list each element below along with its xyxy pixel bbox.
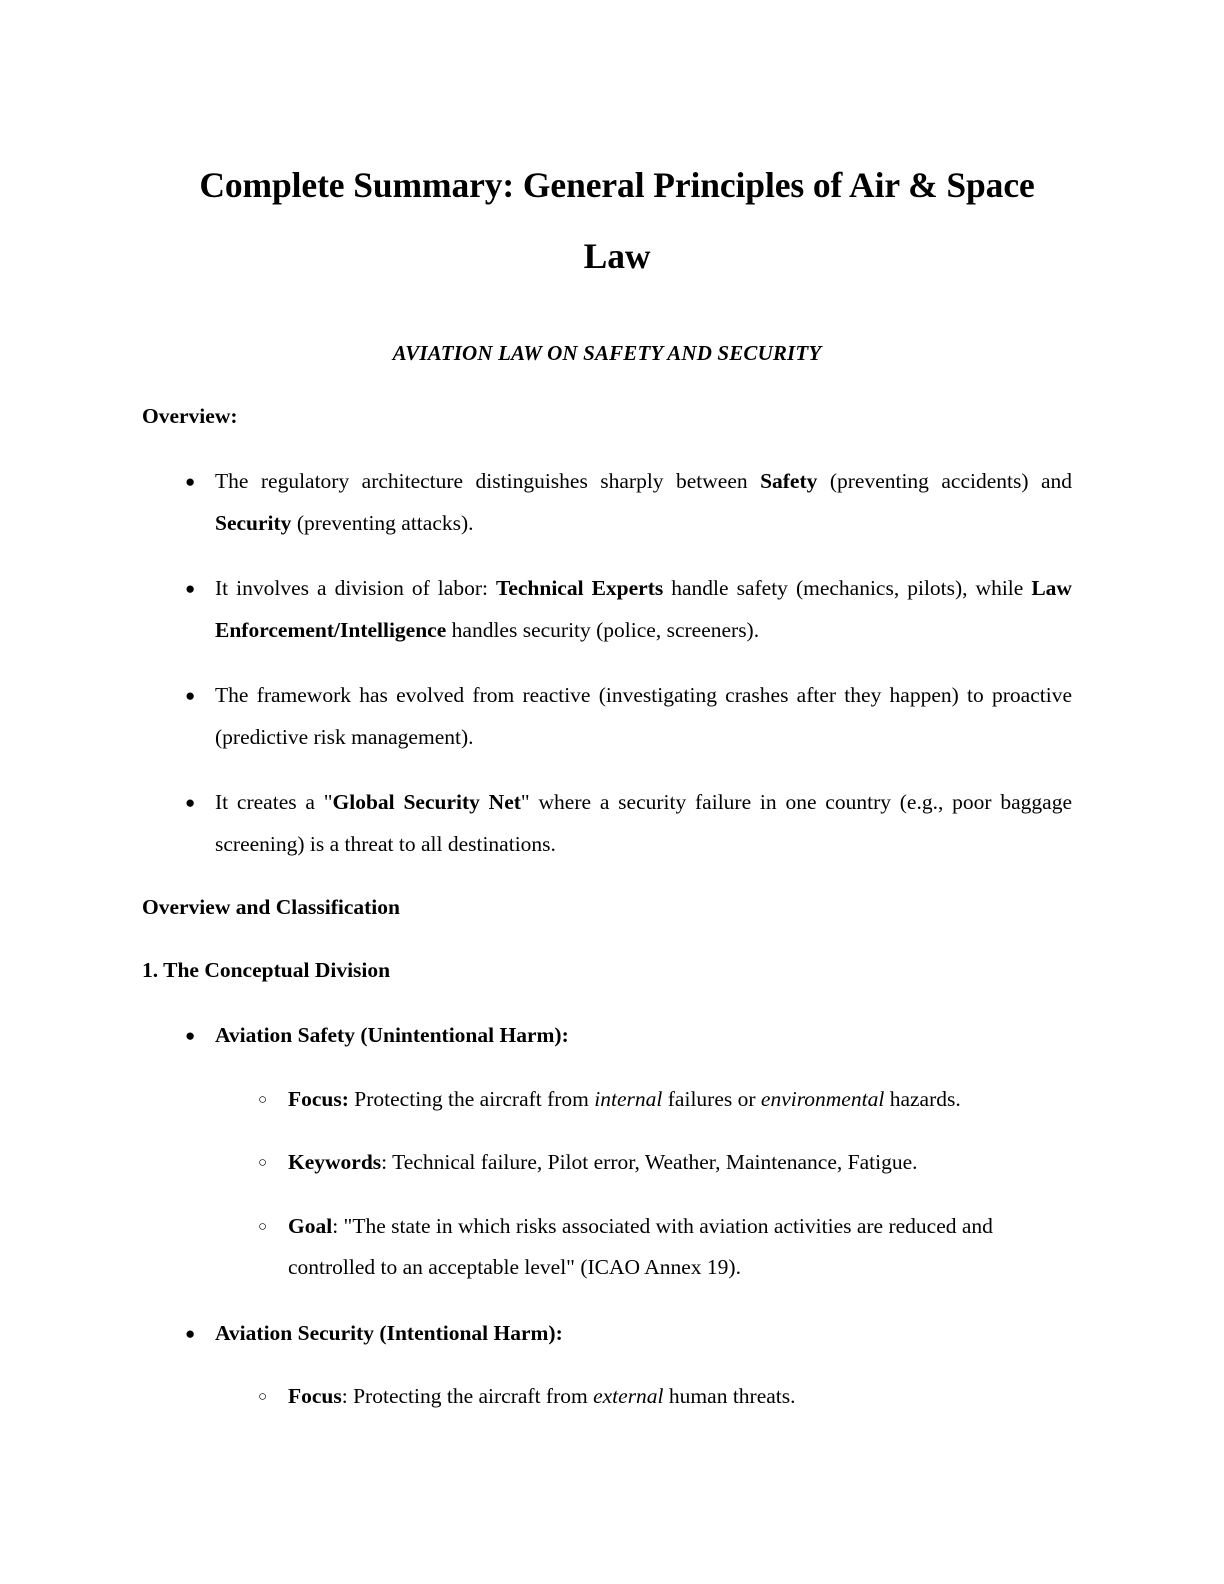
sub-list-item <box>215 1376 1072 1418</box>
bullet-hollow-icon: ○ <box>258 1155 268 1171</box>
text-run: failures or <box>662 1086 761 1111</box>
sub-list-item-text <box>288 1384 796 1408</box>
text-run: hazards. <box>884 1086 961 1111</box>
list-item-text <box>215 1321 563 1345</box>
list-item <box>142 675 1072 758</box>
bold-text-run: Keywords <box>288 1150 382 1174</box>
sub-list-item-text <box>288 1087 961 1111</box>
section-heading: Overview and Classification <box>142 895 400 919</box>
text-run: human threats. <box>663 1384 796 1408</box>
bold-text-run: Focus: <box>288 1086 349 1111</box>
page-title: Complete Summary: General Principles of Air & Space Law <box>199 165 1035 276</box>
text-run: The regulatory architecture distinguishes sharply between <box>215 469 761 493</box>
bold-text-run: Safety <box>760 469 818 493</box>
bold-text-run: Technical Experts <box>495 576 664 600</box>
sub-list-item <box>215 1206 1072 1289</box>
list-item-text <box>215 576 1072 642</box>
sub-bullet-list <box>215 1079 1072 1289</box>
bullet-list <box>142 461 1072 865</box>
bullet-hollow-icon: ○ <box>258 1389 268 1405</box>
sub-list-item-text <box>288 1214 993 1280</box>
text-run: : "The state in which risks associated with aviation activities are reduced and controlled to an acceptable level" (ICAO Annex 19). <box>288 1213 993 1279</box>
bullet-hollow-icon: ○ <box>258 1218 268 1235</box>
text-run: : Protecting the aircraft from <box>341 1384 594 1408</box>
list-item <box>142 1313 1072 1418</box>
section-heading: Overview: <box>142 404 238 428</box>
bold-text-run: Focus <box>288 1384 342 1408</box>
document-subtitle: AVIATION LAW ON SAFETY AND SECURITY <box>392 341 822 365</box>
bullet-filled-icon: ● <box>185 686 196 705</box>
text-run: handles security (police, screeners). <box>446 617 760 642</box>
list-item-text <box>215 790 1072 856</box>
text-run: (preventing attacks). <box>291 510 474 535</box>
bold-text-run: Aviation Safety (Unintentional Harm): <box>215 1023 569 1047</box>
text-run: The framework has evolved from reactive (investigating crashes after they happen) to proactive (predictive risk management). <box>215 683 1072 749</box>
list-item-text <box>215 1023 569 1047</box>
bold-text-run: Goal <box>288 1213 333 1238</box>
text-run: It creates a " <box>215 790 333 814</box>
bullet-filled-icon: ● <box>185 1323 196 1343</box>
list-item <box>142 782 1072 865</box>
italic-text-run: external <box>593 1384 664 1408</box>
sub-list-item <box>215 1142 1072 1184</box>
text-run: Protecting the aircraft from <box>348 1086 595 1111</box>
list-item <box>142 568 1072 651</box>
italic-text-run: environmental <box>760 1086 885 1111</box>
list-item-text <box>215 683 1072 749</box>
bullet-filled-icon: ● <box>185 472 196 491</box>
bullet-list <box>142 1015 1072 1418</box>
list-item <box>142 1015 1072 1289</box>
bullet-filled-icon: ● <box>185 579 196 598</box>
list-item-text <box>215 469 1072 535</box>
bold-text-run: Global Security Net <box>332 790 521 814</box>
text-run: (preventing accidents) and <box>817 469 1072 493</box>
sub-list-item <box>215 1079 1072 1121</box>
bold-text-run: Aviation Security (Intentional Harm): <box>215 1320 563 1345</box>
list-item <box>142 461 1072 544</box>
text-run: It involves a division of labor: <box>215 576 496 600</box>
sub-list-item-text <box>288 1150 918 1174</box>
bullet-filled-icon: ● <box>185 793 196 812</box>
bullet-hollow-icon: ○ <box>258 1091 268 1108</box>
bold-text-run: Security <box>215 510 292 535</box>
sub-bullet-list <box>215 1376 1072 1418</box>
text-run: : Technical failure, Pilot error, Weather, Maintenance, Fatigue. <box>381 1150 918 1174</box>
italic-text-run: internal <box>594 1086 663 1111</box>
text-run: handle safety (mechanics, pilots), while <box>663 576 1032 600</box>
bullet-filled-icon: ● <box>185 1026 196 1045</box>
bold-text-run: Law Enforcement/Intelligence <box>215 576 1072 642</box>
section-heading: 1. The Conceptual Division <box>142 958 391 982</box>
text-run: " where a security failure in one country (e.g., poor baggage screening) is a threat to all destinations. <box>215 790 1072 856</box>
document-body <box>142 396 1072 1418</box>
